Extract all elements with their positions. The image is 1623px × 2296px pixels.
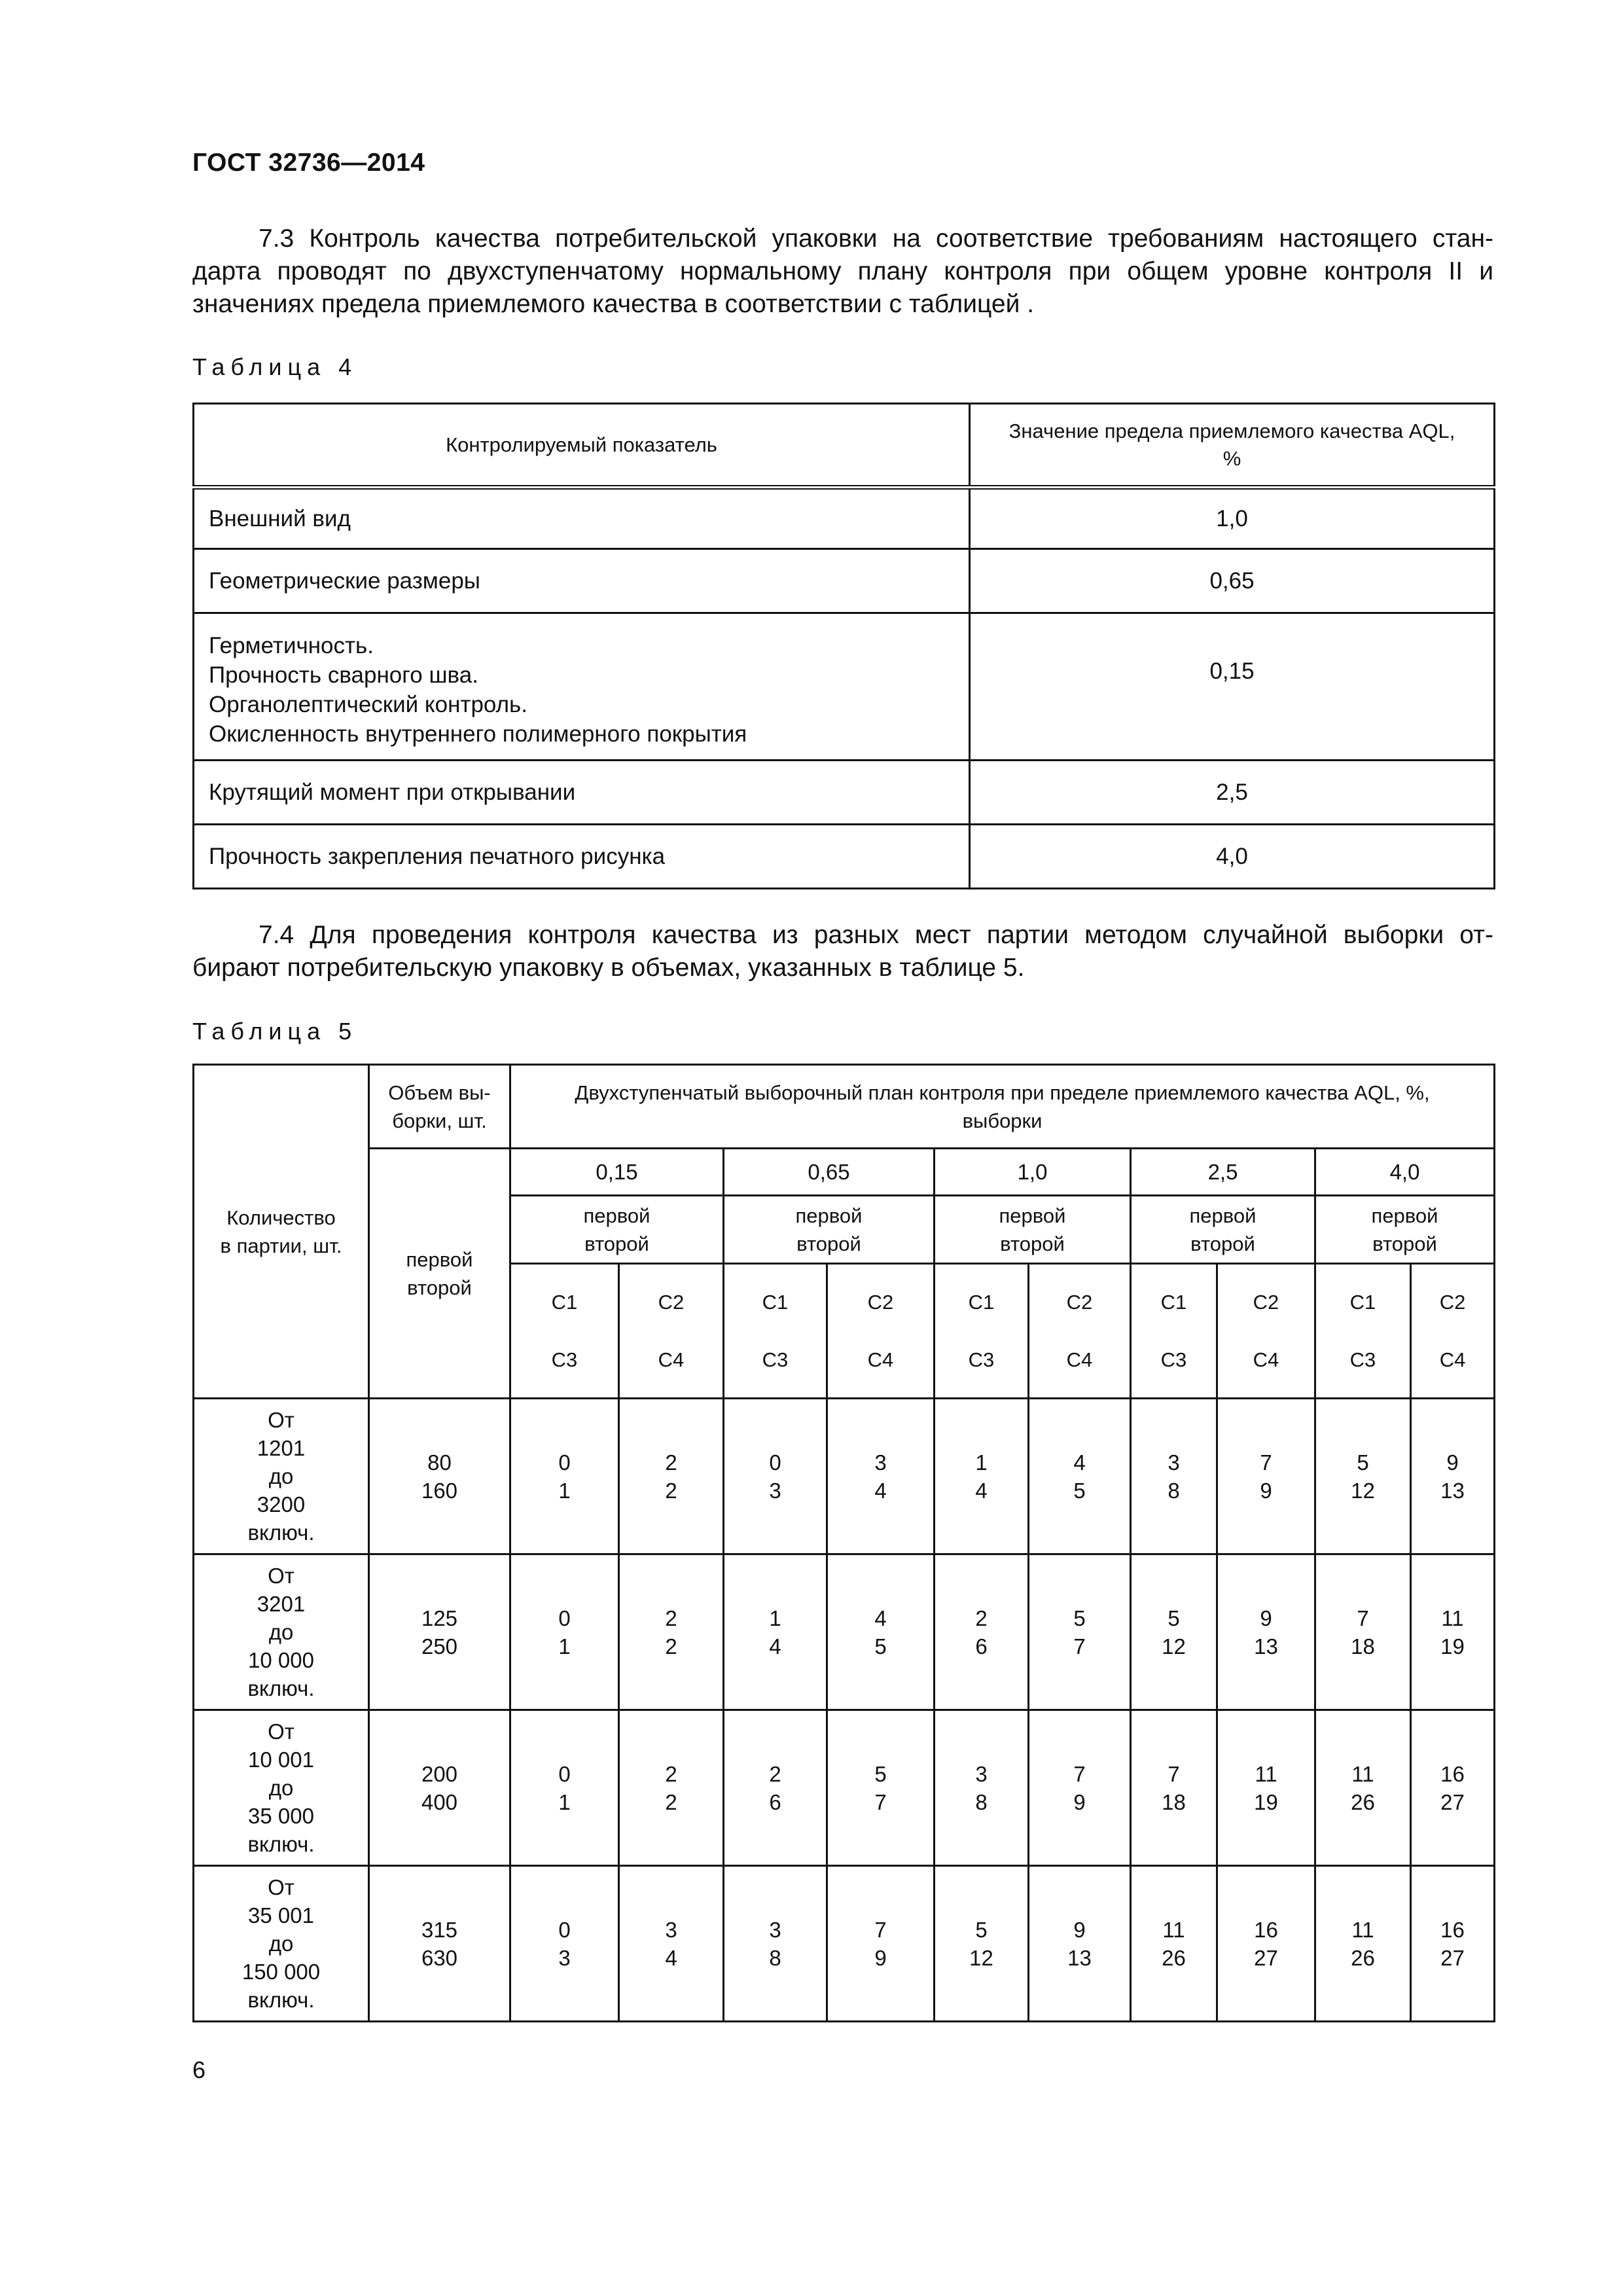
- t5-size-cell: [369, 1866, 510, 2022]
- t5-sample-labels: [724, 1196, 935, 1264]
- t5-c-label: [724, 1264, 827, 1399]
- t5-size-value: 250: [421, 1634, 458, 1659]
- t5-lot-line: 10 000: [248, 1648, 314, 1672]
- t5-lot-line: 150 000: [241, 1960, 321, 1984]
- t5-value: 5: [975, 1917, 988, 1942]
- t5-sample-label: первой: [795, 1204, 863, 1227]
- t5-c-label-bottom: C3: [968, 1348, 995, 1371]
- t5-value: 9: [1260, 1605, 1272, 1630]
- t5-value: 27: [1440, 1945, 1465, 1970]
- t5-value: 7: [1168, 1761, 1180, 1786]
- t5-value: 7: [874, 1917, 887, 1942]
- t5-c-label-top: C1: [1160, 1290, 1187, 1314]
- t5-value: 4: [874, 1605, 887, 1630]
- t5-value: 4: [874, 1478, 887, 1503]
- t4-row-value: 1,0: [970, 488, 1495, 549]
- t5-value-cell: [1131, 1710, 1217, 1866]
- t5-value: 0: [558, 1761, 571, 1786]
- t5-value-cell: [724, 1554, 827, 1710]
- t5-lot-line: 35 000: [248, 1804, 314, 1828]
- t5-lot-line: 35 001: [248, 1903, 314, 1928]
- t5-c-label: [1411, 1264, 1495, 1399]
- t5-lot-line: включ.: [247, 1520, 315, 1545]
- t5-lot-cell: [194, 1399, 369, 1554]
- t5-size-value: 315: [421, 1917, 458, 1942]
- t5-lot-cell: [194, 1710, 369, 1866]
- t5-value: 4: [975, 1478, 988, 1503]
- paragraph-line: значениях предела приемлемого качества в соответствии с таблицей .: [192, 290, 1035, 318]
- t5-value: 27: [1254, 1945, 1278, 1970]
- t5-lot-line: до: [268, 1464, 294, 1488]
- t5-value: 13: [1254, 1634, 1278, 1659]
- t5-value-cell: [1131, 1554, 1217, 1710]
- table-4: [192, 403, 1495, 889]
- t5-value: 2: [769, 1761, 781, 1786]
- t5-value-cell: [1217, 1554, 1315, 1710]
- t5-value: 2: [665, 1789, 677, 1814]
- t5-value: 8: [975, 1789, 988, 1814]
- t5-value: 1: [558, 1478, 571, 1503]
- t5-value-cell: [1411, 1399, 1495, 1554]
- t5-header-sample-sub-line: первой: [406, 1247, 473, 1271]
- t5-value-cell: [827, 1866, 935, 2022]
- t4-row-name: [194, 613, 970, 761]
- t5-value-cell: [1411, 1554, 1495, 1710]
- t5-value: 16: [1440, 1761, 1465, 1786]
- t5-c-label: [1315, 1264, 1411, 1399]
- t5-value: 2: [975, 1605, 988, 1630]
- t4-row-name: Геометрические размеры: [194, 549, 970, 613]
- t5-value-cell: [1217, 1399, 1315, 1554]
- t5-value: 0: [558, 1450, 571, 1475]
- t5-sample-labels: [1131, 1196, 1315, 1264]
- table-row: [194, 1710, 1495, 1866]
- t5-value-cell: [1131, 1399, 1217, 1554]
- page-number: 6: [192, 2056, 206, 2083]
- t5-sample-label: второй: [796, 1232, 861, 1255]
- t5-c-label: [1029, 1264, 1131, 1399]
- t5-value: 9: [1073, 1789, 1086, 1814]
- t5-value: 9: [1073, 1917, 1086, 1942]
- t5-value: 7: [1073, 1634, 1086, 1659]
- t4-header-indicator: Контролируемый показатель: [194, 404, 970, 488]
- t5-value: 2: [665, 1450, 677, 1475]
- t5-value: 7: [874, 1789, 887, 1814]
- t5-value-cell: [1029, 1866, 1131, 2022]
- t5-aql-level: 4,0: [1315, 1149, 1495, 1196]
- t5-value: 27: [1440, 1789, 1465, 1814]
- t5-header-plan-line: выборки: [962, 1109, 1043, 1132]
- t5-value: 6: [769, 1789, 781, 1814]
- paragraph-line: дарта проводят по двухступенчатому нормальному плану контроля при общем уровне контроля II и: [192, 257, 1493, 285]
- t5-value-cell: [510, 1866, 619, 2022]
- t5-lot-line: 3201: [257, 1592, 306, 1616]
- t5-size-value: 630: [421, 1945, 458, 1970]
- t5-c-label-bottom: C4: [658, 1348, 685, 1371]
- t5-lot-line: до: [268, 1776, 294, 1800]
- t5-value: 12: [1351, 1478, 1375, 1503]
- t5-c-label-top: C1: [762, 1290, 789, 1314]
- t5-size-value: 125: [421, 1605, 458, 1630]
- t5-c-label-bottom: C4: [867, 1348, 894, 1371]
- t5-value-cell: [1315, 1554, 1411, 1710]
- t5-value: 26: [1351, 1789, 1375, 1814]
- t5-c-label: [619, 1264, 724, 1399]
- t5-value: 16: [1440, 1917, 1465, 1942]
- t5-lot-line: до: [268, 1620, 294, 1644]
- t5-header-lot-line: в партии, шт.: [220, 1234, 342, 1257]
- t5-lot-cell: [194, 1866, 369, 2022]
- t5-value: 9: [874, 1945, 887, 1970]
- t5-sample-label: первой: [999, 1204, 1066, 1227]
- table-row: [194, 1399, 1495, 1554]
- t4-row-name: Крутящий момент при открывании: [194, 761, 970, 825]
- t4-row-name-line: Органолептический контроль.: [209, 692, 528, 717]
- t5-value: 5: [1357, 1450, 1369, 1475]
- t5-value: 0: [769, 1450, 781, 1475]
- t5-value: 3: [665, 1917, 677, 1942]
- t5-value: 1: [558, 1789, 571, 1814]
- t5-c-label: [510, 1264, 619, 1399]
- t5-c-label-bottom: C3: [1160, 1348, 1187, 1371]
- t5-value: 2: [665, 1634, 677, 1659]
- t5-value: 11: [1351, 1761, 1374, 1786]
- t5-value: 19: [1254, 1789, 1278, 1814]
- t5-lot-line: От: [268, 1408, 294, 1432]
- t5-size-cell: [369, 1399, 510, 1554]
- t5-value: 5: [874, 1761, 887, 1786]
- t5-sample-label: первой: [583, 1204, 651, 1227]
- t4-header-aql: [970, 404, 1495, 488]
- t5-value-cell: [619, 1399, 724, 1554]
- t5-value-cell: [619, 1554, 724, 1710]
- t5-value-cell: [827, 1554, 935, 1710]
- t5-value-cell: [724, 1399, 827, 1554]
- t5-c-label-top: C1: [551, 1290, 578, 1314]
- t5-value: 5: [1073, 1478, 1086, 1503]
- t5-size-value: 80: [427, 1450, 452, 1475]
- t5-value: 0: [558, 1605, 571, 1630]
- t5-value: 1: [558, 1634, 571, 1659]
- table-5: [192, 1064, 1495, 2022]
- t5-value-cell: [1029, 1554, 1131, 1710]
- t5-value: 11: [1255, 1761, 1277, 1786]
- t5-header-sample-sub-line: второй: [407, 1276, 472, 1299]
- paragraph-line: 7.3 Контроль качества потребительской упаковки на соответствие требованиям настоящего стан-: [259, 224, 1493, 253]
- t5-value: 4: [769, 1634, 781, 1659]
- t5-value: 11: [1441, 1605, 1464, 1630]
- paragraph-line: 7.4 Для проведения контроля качества из разных мест партии методом случайной выборки от-: [259, 921, 1493, 949]
- t5-value: 5: [1168, 1605, 1180, 1630]
- t5-value-cell: [1315, 1866, 1411, 2022]
- t5-value-cell: [827, 1399, 935, 1554]
- t5-c-label-bottom: C4: [1439, 1348, 1466, 1371]
- t5-value: 2: [665, 1605, 677, 1630]
- t5-value: 26: [1351, 1945, 1375, 1970]
- t5-value: 13: [1440, 1478, 1465, 1503]
- t5-aql-level: 2,5: [1131, 1149, 1315, 1196]
- t5-c-label: [935, 1264, 1029, 1399]
- t5-value: 8: [769, 1945, 781, 1970]
- t5-sample-label: второй: [1190, 1232, 1255, 1255]
- t5-c-label-bottom: C3: [1349, 1348, 1376, 1371]
- t5-size-value: 400: [421, 1789, 458, 1814]
- t5-value: 9: [1260, 1478, 1272, 1503]
- t5-lot-line: до: [268, 1931, 294, 1956]
- t5-lot-line: включ.: [247, 1832, 315, 1856]
- table5-caption: Таблица 5: [192, 1018, 358, 1045]
- t5-value-cell: [935, 1866, 1029, 2022]
- t5-value-cell: [510, 1399, 619, 1554]
- t5-value-cell: [1029, 1399, 1131, 1554]
- t5-value-cell: [1315, 1710, 1411, 1866]
- t5-header-sample-size: [369, 1065, 510, 1149]
- t4-row-name-line: Герметичность.: [209, 633, 374, 658]
- t4-row-name-line: Окисленность внутреннего полимерного покрытия: [209, 721, 747, 747]
- t5-value: 6: [975, 1634, 988, 1659]
- t5-value: 9: [1446, 1450, 1459, 1475]
- t5-sample-labels: [935, 1196, 1131, 1264]
- t5-value: 2: [665, 1478, 677, 1503]
- t5-c-label-bottom: C4: [1253, 1348, 1279, 1371]
- t5-value: 7: [1260, 1450, 1272, 1475]
- t5-size-value: 160: [421, 1478, 458, 1503]
- paragraph-7-3: [192, 223, 1493, 321]
- t5-value: 13: [1067, 1945, 1092, 1970]
- t5-header-plan: [510, 1065, 1495, 1149]
- t5-c-label-top: C2: [658, 1290, 685, 1314]
- t5-value-cell: [724, 1710, 827, 1866]
- t4-row-value: 0,65: [970, 549, 1495, 613]
- t5-value: 19: [1440, 1634, 1465, 1659]
- t5-sample-label: второй: [1372, 1232, 1437, 1255]
- t5-value-cell: [1411, 1710, 1495, 1866]
- t5-value: 3: [769, 1478, 781, 1503]
- t5-value: 0: [558, 1917, 571, 1942]
- t5-aql-level: 0,15: [510, 1149, 724, 1196]
- t5-header-sample-sub: [369, 1149, 510, 1399]
- t5-value-cell: [935, 1399, 1029, 1554]
- t5-sample-labels: [1315, 1196, 1495, 1264]
- t5-header-lot-line: Количество: [226, 1206, 336, 1229]
- t5-sample-label: первой: [1371, 1204, 1438, 1227]
- t5-c-label-top: C2: [1439, 1290, 1466, 1314]
- t5-value-cell: [619, 1710, 724, 1866]
- t4-row-value: 4,0: [970, 825, 1495, 889]
- t5-value-cell: [935, 1554, 1029, 1710]
- t5-value-cell: [827, 1710, 935, 1866]
- t5-value: 7: [1357, 1605, 1369, 1630]
- t5-value: 3: [975, 1761, 988, 1786]
- t5-value-cell: [510, 1554, 619, 1710]
- document-header: ГОСТ 32736—2014: [192, 149, 425, 177]
- t5-value: 4: [1073, 1450, 1086, 1475]
- t4-row-value: 0,15: [970, 613, 1495, 761]
- t5-value: 11: [1351, 1917, 1374, 1942]
- t5-aql-level: 0,65: [724, 1149, 935, 1196]
- t5-c-label-bottom: C4: [1066, 1348, 1093, 1371]
- t5-value: 2: [665, 1761, 677, 1786]
- t5-c-label: [1131, 1264, 1217, 1399]
- t5-size-cell: [369, 1554, 510, 1710]
- t5-header-plan-line: Двухступенчатый выборочный план контроля при пределе приемлемого качества AQL, %,: [575, 1081, 1430, 1104]
- t5-value-cell: [1029, 1710, 1131, 1866]
- t5-value: 1: [975, 1450, 988, 1475]
- paragraph-line: бирают потребительскую упаковку в объемах, указанных в таблице 5.: [192, 954, 1025, 982]
- t5-sample-labels: [510, 1196, 724, 1264]
- t5-value: 8: [1168, 1478, 1180, 1503]
- t4-row-name-line: Прочность сварного шва.: [209, 662, 478, 688]
- t4-row-value: 2,5: [970, 761, 1495, 825]
- t4-header-aql-line: %: [1222, 446, 1241, 470]
- t5-value: 18: [1162, 1789, 1186, 1814]
- t5-size-cell: [369, 1710, 510, 1866]
- t5-value: 12: [969, 1945, 993, 1970]
- t5-header-lot: [194, 1065, 369, 1399]
- t5-lot-line: От: [268, 1564, 294, 1588]
- paragraph-7-4: [192, 919, 1493, 984]
- t5-c-label-top: C1: [1349, 1290, 1376, 1314]
- t5-lot-line: От: [268, 1875, 294, 1899]
- t5-c-label-bottom: C3: [551, 1348, 578, 1371]
- t5-sample-label: второй: [1000, 1232, 1065, 1255]
- t5-value: 4: [665, 1945, 677, 1970]
- t5-sample-label: первой: [1189, 1204, 1257, 1227]
- t5-lot-line: 3200: [257, 1492, 306, 1516]
- t5-value: 5: [1073, 1605, 1086, 1630]
- t5-value: 16: [1254, 1917, 1278, 1942]
- t5-value-cell: [510, 1710, 619, 1866]
- t5-value-cell: [1217, 1866, 1315, 2022]
- t5-lot-cell: [194, 1554, 369, 1710]
- t4-row-name: Прочность закрепления печатного рисунка: [194, 825, 970, 889]
- t5-header-sample-size-line: Объем вы-: [388, 1081, 491, 1104]
- t5-value: 12: [1162, 1634, 1186, 1659]
- t5-value: 3: [558, 1945, 571, 1970]
- t5-lot-line: включ.: [247, 1676, 315, 1700]
- t5-size-value: 200: [421, 1761, 458, 1786]
- t5-value: 26: [1162, 1945, 1186, 1970]
- t5-value-cell: [619, 1866, 724, 2022]
- t5-value-cell: [724, 1866, 827, 2022]
- t5-c-label-top: C2: [1253, 1290, 1279, 1314]
- t5-c-label-top: C1: [968, 1290, 995, 1314]
- table-row: [194, 1866, 1495, 2022]
- t5-value: 3: [1168, 1450, 1180, 1475]
- t5-c-label-top: C2: [867, 1290, 894, 1314]
- t5-c-label: [827, 1264, 935, 1399]
- t5-value-cell: [1315, 1399, 1411, 1554]
- t5-value: 5: [874, 1634, 887, 1659]
- t5-c-label-top: C2: [1066, 1290, 1093, 1314]
- t5-lot-line: 10 001: [248, 1748, 314, 1772]
- t5-value-cell: [1131, 1866, 1217, 2022]
- t5-aql-level: 1,0: [935, 1149, 1131, 1196]
- t5-sample-label: второй: [584, 1232, 649, 1255]
- t4-row-name: Внешний вид: [194, 488, 970, 549]
- t5-c-label: [1217, 1264, 1315, 1399]
- t5-value-cell: [935, 1710, 1029, 1866]
- t5-header-sample-size-line: борки, шт.: [392, 1109, 487, 1132]
- t5-value-cell: [1411, 1866, 1495, 2022]
- t5-value: 7: [1073, 1761, 1086, 1786]
- t5-value: 3: [874, 1450, 887, 1475]
- t4-header-aql-line: Значение предела приемлемого качества AQL,: [1008, 419, 1455, 442]
- t5-c-label-bottom: C3: [762, 1348, 789, 1371]
- t5-value-cell: [1217, 1710, 1315, 1866]
- t5-value: 3: [769, 1917, 781, 1942]
- t5-lot-line: включ.: [247, 1988, 315, 2012]
- t5-value: 1: [769, 1605, 781, 1630]
- table4-caption: Таблица 4: [192, 353, 358, 380]
- t5-lot-line: От: [268, 1719, 294, 1744]
- t5-value: 11: [1162, 1917, 1185, 1942]
- t5-lot-line: 1201: [257, 1436, 306, 1460]
- table-row: [194, 1554, 1495, 1710]
- t5-value: 18: [1351, 1634, 1375, 1659]
